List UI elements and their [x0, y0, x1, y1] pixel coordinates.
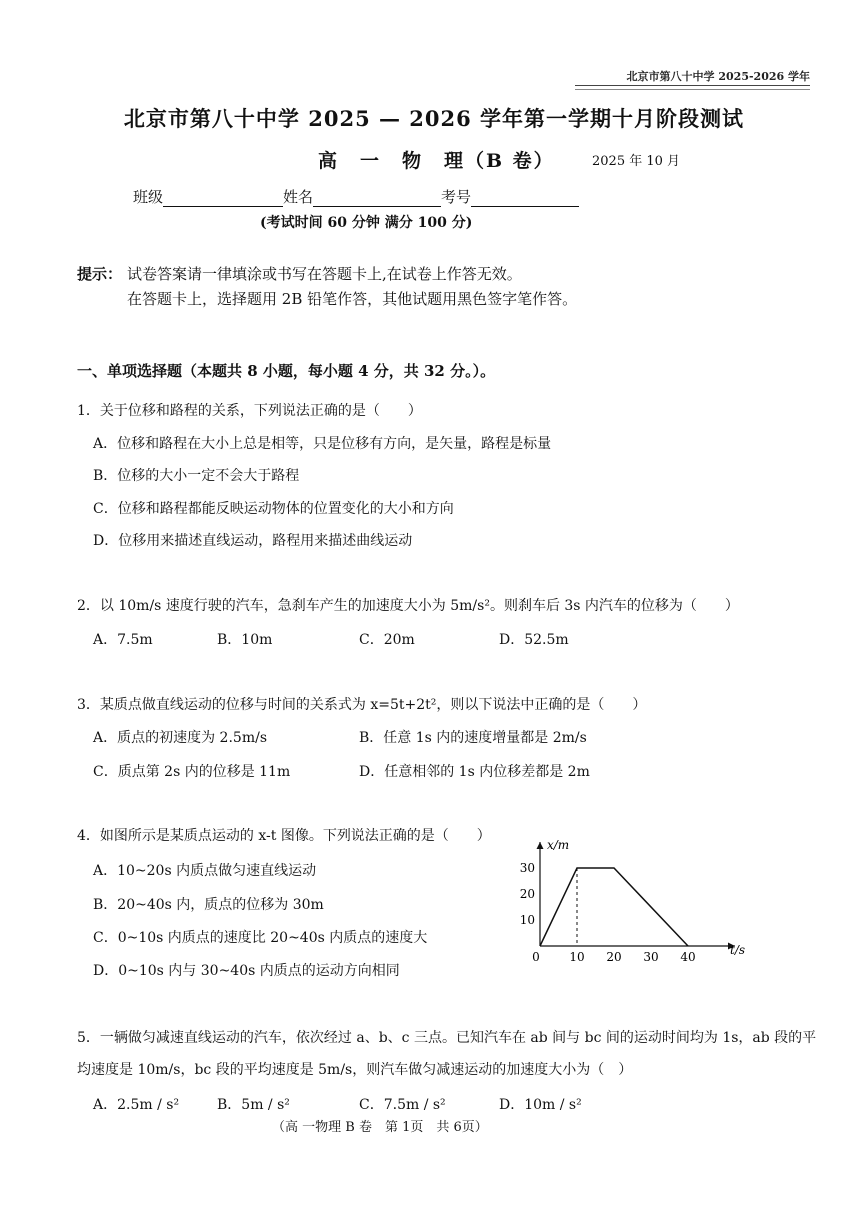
question-3-option-b: B．任意 1s 内的速度增量都是 2m/s — [359, 730, 587, 746]
question-5-stem-line-2: 均速度是 10m/s，bc 段的平均速度是 5m/s，则汽车做匀减速运动的加速度大小为（ ） — [77, 1062, 633, 1078]
page-footer: （高 一物理 B 卷 第 1页 共 6页） — [272, 1120, 488, 1135]
question-4-option-d: D．0~10s 内与 30~40s 内质点的运动方向相同 — [93, 963, 400, 979]
question-3-option-d: D．任意相邻的 1s 内位移差都是 2m — [359, 764, 590, 780]
page-subtitle: 高 一 物 理（B 卷） — [318, 150, 555, 172]
question-5-option-a: A．2.5m / s² — [93, 1097, 180, 1113]
name-label: 姓名 — [283, 188, 314, 206]
x-tick-label: 40 — [680, 950, 696, 964]
number-label: 考号 — [441, 188, 472, 206]
tips-line-2: 在答题卡上，选择题用 2B 铅笔作答，其他试题用黑色签字笔作答。 — [127, 290, 578, 308]
question-5-option-d: D．10m / s² — [499, 1097, 582, 1113]
xt-series-line — [540, 868, 688, 946]
x-tick-label: 20 — [606, 950, 622, 964]
name-blank[interactable] — [313, 190, 441, 207]
question-5-stem-line-1: 5．一辆做匀减速直线运动的汽车，依次经过 a、b、c 三点。已知汽车在 ab 间与 bc 间的运动时间均为 1s，ab 段的平 — [77, 1030, 817, 1046]
question-4-option-c: C．0~10s 内质点的速度比 20~40s 内质点的速度大 — [93, 930, 428, 946]
exam-info: (考试时间 60 分钟 满分 100 分) — [260, 215, 473, 231]
question-4-stem: 4．如图所示是某质点运动的 x-t 图像。下列说法正确的是（ ） — [77, 828, 491, 844]
class-blank[interactable] — [163, 190, 283, 207]
graph-y-label: x/m — [547, 838, 570, 852]
question-1-option-a: A．位移和路程在大小上总是相等，只是位移有方向，是矢量，路程是标量 — [93, 436, 552, 452]
graph-x-label: t/s — [730, 943, 746, 957]
question-3-option-a: A．质点的初速度为 2.5m/s — [93, 730, 268, 746]
question-5-option-b: B．5m / s² — [217, 1097, 290, 1113]
question-5-option-c: C．7.5m / s² — [359, 1097, 446, 1113]
question-2-option-d: D．52.5m — [499, 632, 569, 648]
question-1-option-b: B．位移的大小一定不会大于路程 — [93, 468, 300, 484]
x-tick-label: 10 — [569, 950, 585, 964]
question-3-option-c: C．质点第 2s 内的位移是 11m — [93, 764, 291, 780]
y-tick-label: 30 — [519, 861, 535, 875]
y-tick-label: 20 — [519, 887, 535, 901]
tips-line-1: 试卷答案请一律填涂或书写在答题卡上,在试卷上作答无效。 — [127, 265, 522, 283]
question-1-option-d: D．位移用来描述直线运动，路程用来描述曲线运动 — [93, 533, 413, 549]
question-2-option-a: A．7.5m — [93, 632, 153, 648]
question-2-stem: 2．以 10m/s 速度行驶的汽车，急刹车产生的加速度大小为 5m/s²。则刹车后 3s 内汽车的位移为（ ） — [77, 598, 739, 614]
class-label: 班级 — [133, 188, 164, 206]
question-3-stem: 3．某质点做直线运动的位移与时间的关系式为 x=5t+2t²，则以下说法中正确的是（ ） — [77, 697, 647, 713]
xt-graph — [510, 834, 760, 969]
question-4-option-a: A．10~20s 内质点做匀速直线运动 — [93, 863, 317, 879]
corner-underline — [575, 85, 810, 90]
header-corner-text: 北京市第八十中学 2025-2026 学年 — [626, 70, 810, 83]
question-2-option-b: B．10m — [217, 632, 273, 648]
question-4-option-b: B．20~40s 内，质点的位移为 30m — [93, 897, 324, 913]
question-1-option-c: C．位移和路程都能反映运动物体的位置变化的大小和方向 — [93, 501, 454, 517]
exam-date: 2025 年 10 月 — [592, 154, 681, 169]
y-tick-label: 10 — [519, 913, 535, 927]
tips-label: 提示： — [77, 265, 123, 283]
student-info-fields — [133, 186, 579, 207]
question-2-option-c: C．20m — [359, 632, 415, 648]
page-title: 北京市第八十中学 2025 — 2026 学年第一学期十月阶段测试 — [123, 106, 745, 131]
number-blank[interactable] — [471, 190, 579, 207]
section-title: 一、单项选择题（本题共 8 小题，每小题 4 分，共 32 分。）。 — [77, 362, 496, 380]
x-tick-label: 30 — [643, 950, 659, 964]
question-1-stem: 1．关于位移和路程的关系，下列说法正确的是（ ） — [77, 403, 422, 419]
graph-origin-label: 0 — [532, 950, 540, 964]
